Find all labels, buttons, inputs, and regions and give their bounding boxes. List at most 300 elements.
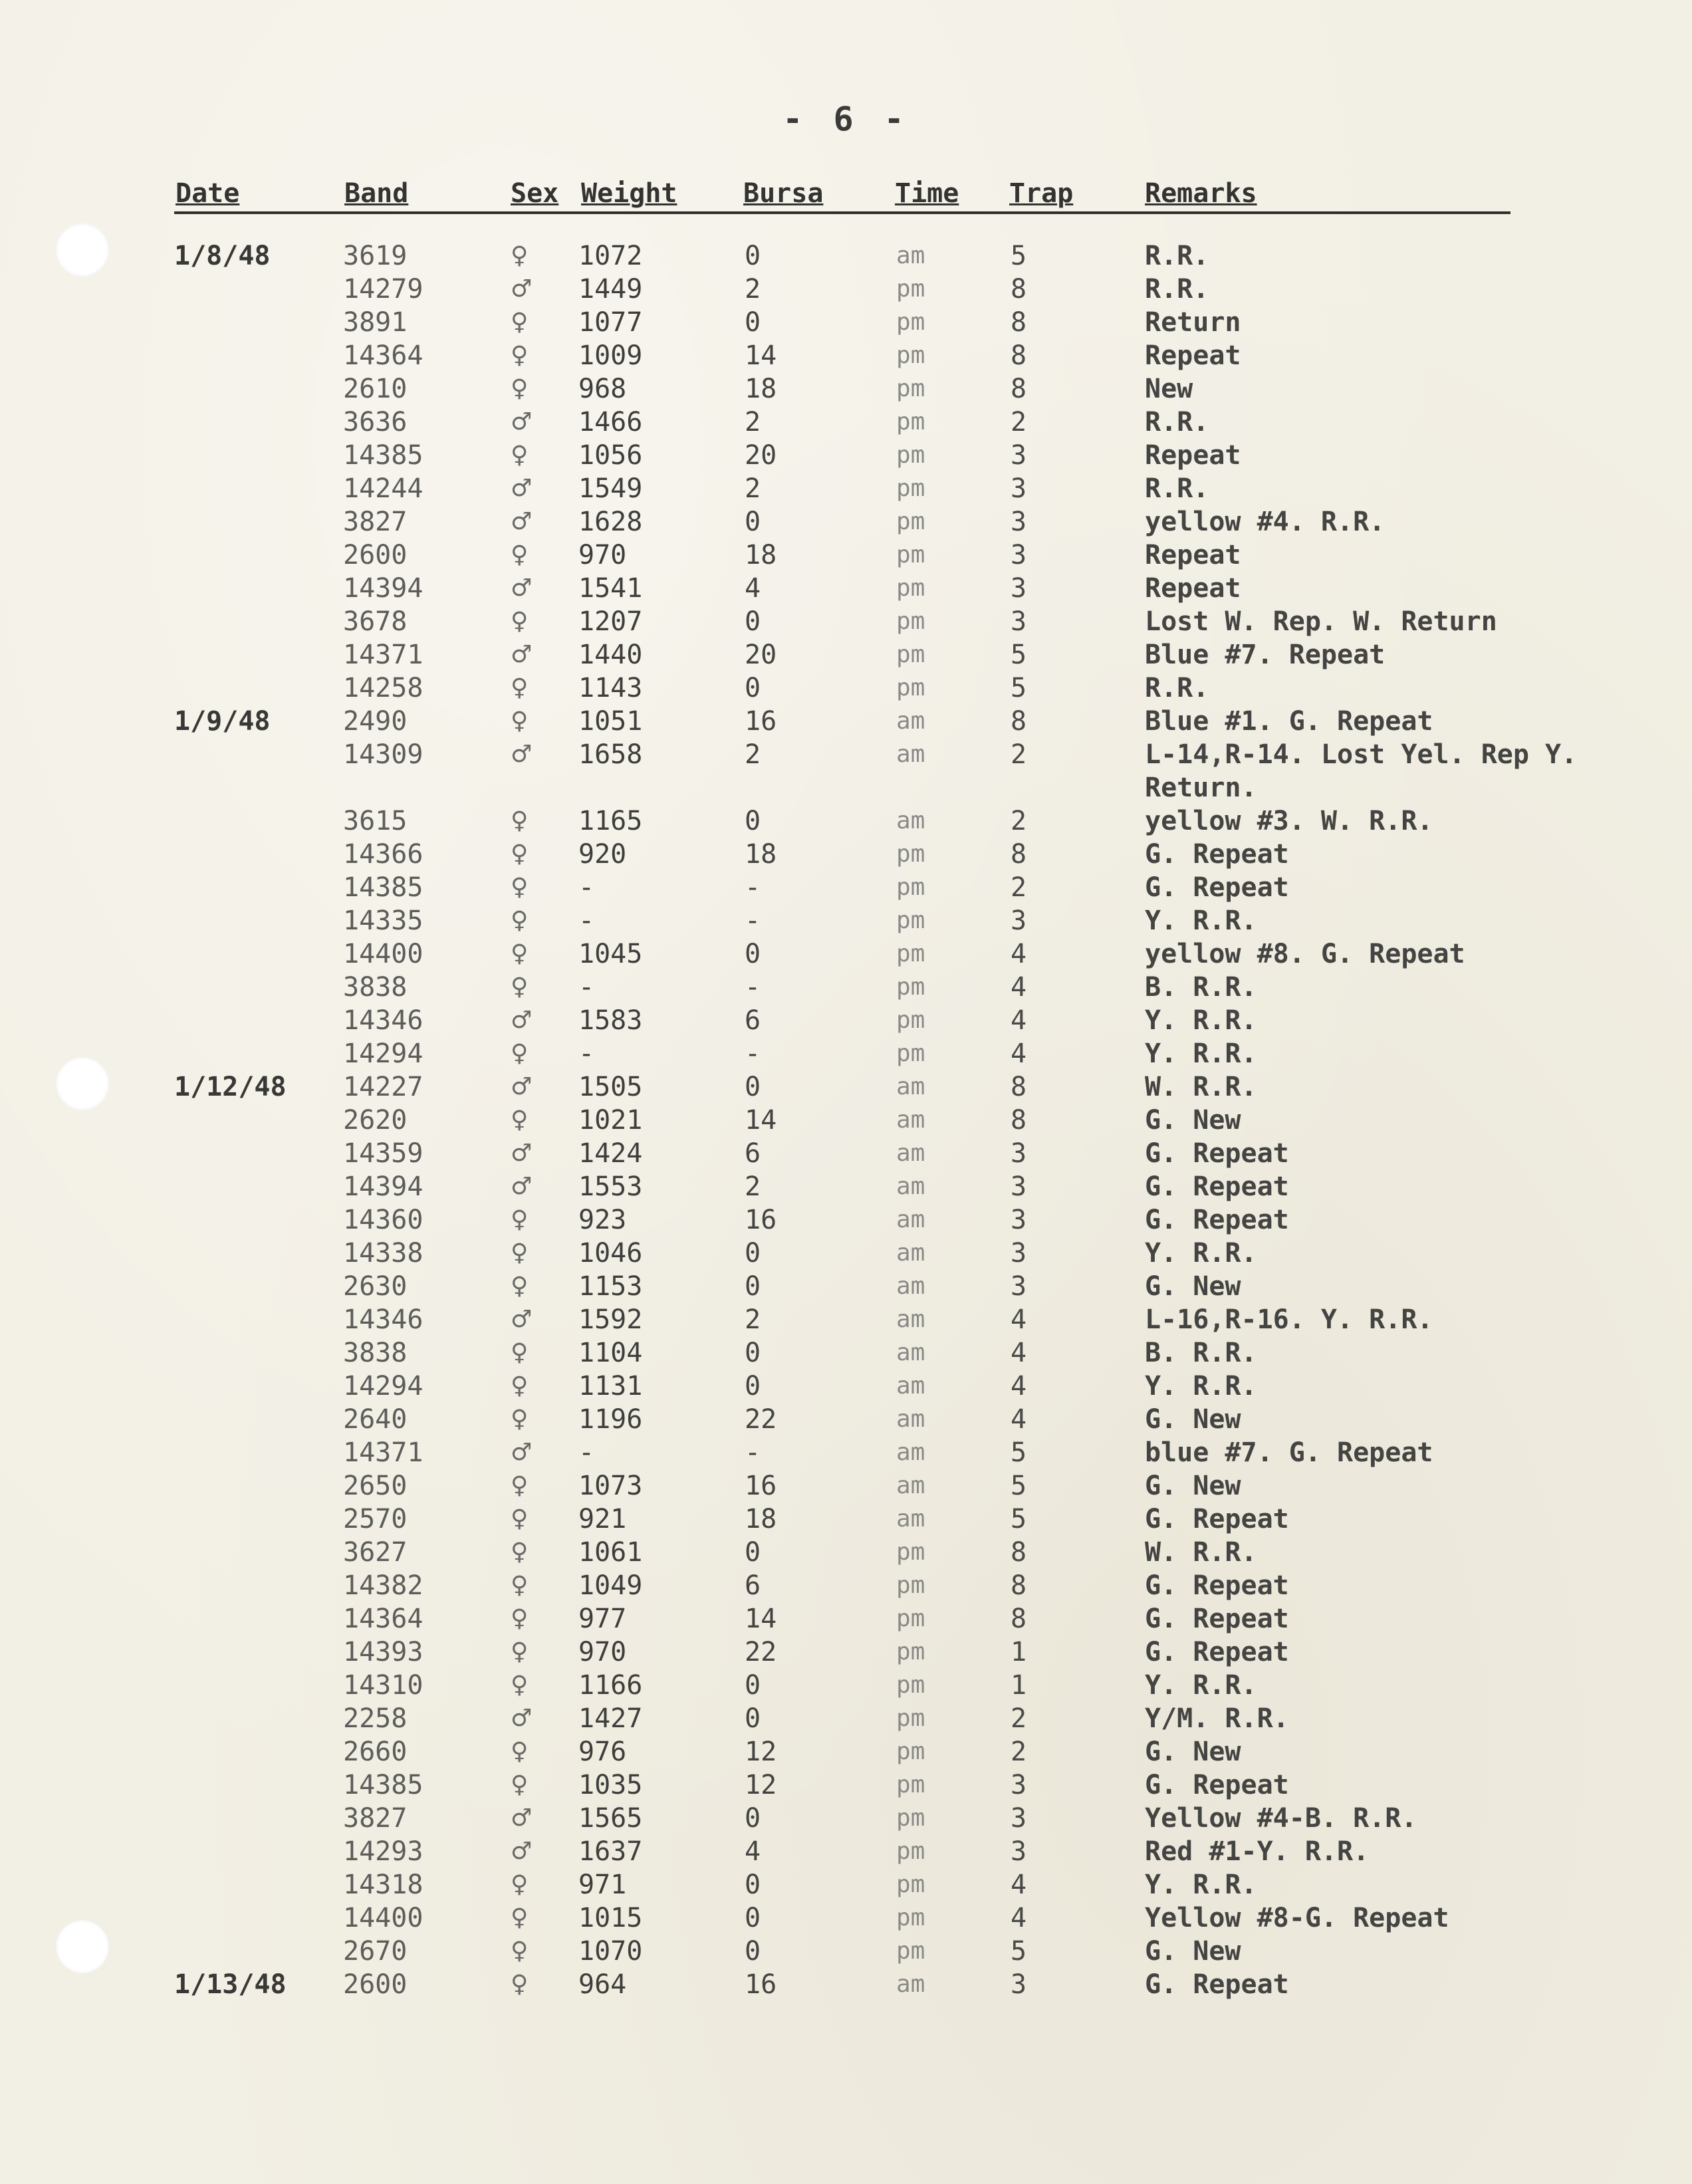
cell-bursa: 16 [745, 1471, 777, 1501]
cell-trap: 2 [1011, 1737, 1027, 1767]
table-row [174, 1137, 1570, 1170]
cell-trap: 5 [1011, 1437, 1027, 1468]
cell-band: 2630 [343, 1271, 408, 1302]
cell-remarks: Y. R.R. [1145, 906, 1257, 936]
cell-time: am [896, 741, 925, 768]
cell-band: 14364 [343, 1604, 423, 1634]
cell-bursa: 6 [745, 1138, 761, 1169]
cell-time: am [896, 1239, 925, 1267]
cell-weight: 1056 [578, 440, 643, 471]
table-row [174, 1935, 1570, 1968]
cell-time: pm [896, 674, 925, 701]
cell-trap: 1 [1011, 1637, 1027, 1667]
cell-weight: 1061 [578, 1537, 643, 1568]
cell-bursa: - [745, 872, 761, 903]
cell-time: pm [896, 308, 925, 336]
cell-time: pm [896, 1738, 925, 1765]
table-row [174, 1702, 1570, 1735]
header-bursa: Bursa [743, 178, 824, 209]
cell-remarks: Repeat [1145, 440, 1241, 471]
cell-bursa: - [745, 972, 761, 1003]
cell-bursa: 18 [745, 540, 777, 570]
cell-sex: ♀ [511, 907, 529, 934]
cell-time: pm [896, 1771, 925, 1798]
cell-remarks: W. R.R. [1145, 1537, 1257, 1568]
cell-sex: ♂ [511, 1073, 533, 1100]
cell-time: pm [896, 874, 925, 901]
table-row [174, 1636, 1570, 1669]
table-row [174, 1104, 1570, 1137]
cell-remarks: B. R.R. [1145, 972, 1257, 1003]
cell-weight: 1592 [578, 1304, 643, 1335]
cell-bursa: 6 [745, 1570, 761, 1601]
data-table-body [174, 239, 1578, 2001]
cell-time: pm [896, 441, 925, 469]
table-row [174, 1835, 1570, 1868]
cell-bursa: 0 [745, 1072, 761, 1102]
cell-trap: 8 [1011, 1072, 1027, 1102]
cell-weight: 1583 [578, 1005, 643, 1036]
cell-remarks: G. Repeat [1145, 1770, 1289, 1800]
cell-time: am [896, 1405, 925, 1433]
cell-remarks: G. New [1145, 1271, 1241, 1302]
cell-weight: 1072 [578, 241, 643, 271]
cell-bursa: 14 [745, 340, 777, 371]
cell-trap: 3 [1011, 606, 1027, 637]
cell-remarks: Blue #7. Repeat [1145, 640, 1386, 670]
table-row [174, 273, 1570, 306]
cell-band: 3838 [343, 1338, 408, 1368]
table-row [174, 372, 1570, 406]
cell-sex: ♀ [511, 242, 529, 269]
cell-time: am [896, 1505, 925, 1532]
cell-weight: 1449 [578, 274, 643, 304]
table-header [174, 178, 1511, 214]
cell-weight: 970 [578, 540, 627, 570]
cell-bursa: 2 [745, 407, 761, 437]
cell-trap: 3 [1011, 1138, 1027, 1169]
cell-remarks: Yellow #8-G. Repeat [1145, 1903, 1449, 1933]
cell-trap: 4 [1011, 939, 1027, 969]
cell-time: pm [896, 907, 925, 934]
table-row [174, 239, 1570, 273]
cell-trap: 5 [1011, 1504, 1027, 1534]
cell-time: pm [896, 1007, 925, 1034]
cell-bursa: 0 [745, 1903, 761, 1933]
cell-remarks: R.R. [1145, 407, 1209, 437]
cell-sex: ♂ [511, 1007, 533, 1034]
cell-time: pm [896, 574, 925, 602]
cell-band: 2620 [343, 1105, 408, 1136]
cell-trap: 8 [1011, 307, 1027, 338]
cell-time: pm [896, 1605, 925, 1632]
table-row [174, 705, 1570, 738]
cell-sex: ♀ [511, 1971, 529, 1998]
cell-band: 2660 [343, 1737, 408, 1767]
cell-bursa: 0 [745, 1537, 761, 1568]
cell-sex: ♀ [511, 1273, 529, 1300]
cell-remarks: R.R. [1145, 274, 1209, 304]
cell-remarks: Repeat [1145, 573, 1241, 604]
cell-weight: 1440 [578, 640, 643, 670]
cell-band: 14346 [343, 1005, 423, 1036]
cell-sex: ♂ [511, 641, 533, 668]
cell-remarks: R.R. [1145, 673, 1209, 703]
cell-band: 3619 [343, 241, 408, 271]
table-row [174, 1070, 1570, 1104]
cell-remarks: yellow #3. W. R.R. [1145, 806, 1433, 836]
cell-remarks: G. New [1145, 1471, 1241, 1501]
cell-sex: ♂ [511, 574, 533, 602]
cell-weight: - [578, 872, 595, 903]
cell-time: pm [896, 1538, 925, 1566]
cell-remarks: blue #7. G. Repeat [1145, 1437, 1433, 1468]
cell-band: 14227 [343, 1072, 423, 1102]
table-row [174, 1270, 1570, 1303]
cell-remarks: Y. R.R. [1145, 1005, 1257, 1036]
cell-weight: - [578, 972, 595, 1003]
cell-sex: ♀ [511, 1937, 529, 1965]
table-row [174, 971, 1570, 1004]
cell-bursa: 22 [745, 1404, 777, 1435]
cell-time: pm [896, 1804, 925, 1832]
table-row [174, 1669, 1570, 1702]
cell-remarks: Lost W. Rep. W. Return [1145, 606, 1497, 637]
cell-bursa: - [745, 1437, 761, 1468]
cell-weight: 1541 [578, 573, 643, 604]
table-row [174, 804, 1570, 838]
cell-weight: 1073 [578, 1471, 643, 1501]
table-row [174, 1602, 1570, 1636]
table-row [174, 904, 1570, 937]
cell-trap: 3 [1011, 440, 1027, 471]
cell-trap: 3 [1011, 906, 1027, 936]
cell-trap: 4 [1011, 1404, 1027, 1435]
cell-remarks: Yellow #4-B. R.R. [1145, 1803, 1417, 1834]
cell-bursa: 0 [745, 1338, 761, 1368]
cell-bursa: 0 [745, 606, 761, 637]
cell-band: 14385 [343, 872, 423, 903]
header-time: Time [895, 178, 959, 209]
cell-remarks: G. Repeat [1145, 1604, 1289, 1634]
cell-trap: 3 [1011, 1238, 1027, 1269]
cell-time: pm [896, 342, 925, 369]
table-row [174, 1203, 1570, 1237]
cell-bursa: 0 [745, 241, 761, 271]
cell-sex: ♀ [511, 375, 529, 402]
cell-weight: - [578, 1437, 595, 1468]
header-weight: Weight [581, 178, 677, 209]
cell-sex: ♂ [511, 508, 533, 535]
cell-band: 14400 [343, 939, 423, 969]
cell-trap: 3 [1011, 1770, 1027, 1800]
cell-date: 1/13/48 [174, 1969, 287, 2000]
cell-time: pm [896, 1904, 925, 1931]
cell-band: 14360 [343, 1205, 423, 1235]
cell-band: 14310 [343, 1670, 423, 1701]
cell-band: 14335 [343, 906, 423, 936]
cell-weight: 1021 [578, 1105, 643, 1136]
cell-weight: 1166 [578, 1670, 643, 1701]
header-trap: Trap [1009, 178, 1074, 209]
cell-time: am [896, 242, 925, 269]
cell-sex: ♀ [511, 1106, 529, 1134]
cell-time: am [896, 1140, 925, 1167]
cell-remarks: G. Repeat [1145, 839, 1289, 870]
cell-weight: 1427 [578, 1703, 643, 1734]
cell-time: am [896, 1306, 925, 1333]
cell-bursa: 18 [745, 839, 777, 870]
cell-weight: 1196 [578, 1404, 643, 1435]
cell-band: 14359 [343, 1138, 423, 1169]
cell-weight: 971 [578, 1870, 627, 1900]
cell-weight: 1051 [578, 706, 643, 737]
cell-band: 3678 [343, 606, 408, 637]
cell-trap: 4 [1011, 1038, 1027, 1069]
cell-time: pm [896, 475, 925, 502]
cell-time: am [896, 1339, 925, 1366]
cell-remarks: Red #1-Y. R.R. [1145, 1836, 1370, 1867]
cell-remarks: G. New [1145, 1737, 1241, 1767]
cell-trap: 3 [1011, 1803, 1027, 1834]
cell-sex: ♀ [511, 1671, 529, 1699]
cell-bursa: 0 [745, 507, 761, 537]
cell-band: 14385 [343, 1770, 423, 1800]
cell-band: 14364 [343, 340, 423, 371]
cell-trap: 4 [1011, 972, 1027, 1003]
cell-sex: ♀ [511, 940, 529, 967]
cell-trap: 3 [1011, 540, 1027, 570]
cell-bursa: - [745, 1038, 761, 1069]
cell-time: am [896, 807, 925, 834]
cell-time: am [896, 707, 925, 735]
table-row [174, 1336, 1570, 1370]
cell-bursa: 2 [745, 739, 761, 770]
cell-weight: 1549 [578, 473, 643, 504]
cell-sex: ♂ [511, 1838, 533, 1865]
cell-time: pm [896, 1871, 925, 1898]
cell-band: 14371 [343, 640, 423, 670]
table-row [174, 439, 1570, 472]
cell-time: pm [896, 1937, 925, 1965]
cell-sex: ♂ [511, 1173, 533, 1200]
cell-trap: 4 [1011, 1903, 1027, 1933]
cell-band: 2640 [343, 1404, 408, 1435]
cell-band: 2610 [343, 374, 408, 404]
cell-time: pm [896, 375, 925, 402]
cell-band: 2600 [343, 540, 408, 570]
table-row [174, 1469, 1570, 1503]
cell-trap: 5 [1011, 241, 1027, 271]
cell-sex: ♀ [511, 1605, 529, 1632]
cell-weight: - [578, 906, 595, 936]
cell-weight: 1505 [578, 1072, 643, 1102]
cell-remarks: Return [1145, 307, 1241, 338]
cell-time: am [896, 1106, 925, 1134]
cell-bursa: 20 [745, 640, 777, 670]
cell-sex: ♀ [511, 1904, 529, 1931]
cell-bursa: 4 [745, 1836, 761, 1867]
punch-hole-middle [56, 1057, 109, 1110]
cell-time: am [896, 1273, 925, 1300]
cell-bursa: 22 [745, 1637, 777, 1667]
header-band: Band [344, 178, 409, 209]
cell-bursa: 2 [745, 1171, 761, 1202]
table-row [174, 738, 1578, 804]
cell-remarks: G. Repeat [1145, 1969, 1289, 2000]
header-remarks: Remarks [1145, 178, 1257, 209]
cell-band: 14393 [343, 1637, 423, 1667]
cell-time: pm [896, 1705, 925, 1732]
cell-sex: ♂ [511, 1804, 533, 1832]
cell-remarks: Y. R.R. [1145, 1670, 1257, 1701]
cell-trap: 8 [1011, 706, 1027, 737]
cell-band: 2670 [343, 1936, 408, 1967]
cell-time: am [896, 1971, 925, 1998]
cell-trap: 4 [1011, 1304, 1027, 1335]
cell-trap: 5 [1011, 640, 1027, 670]
cell-sex: ♀ [511, 1239, 529, 1267]
cell-sex: ♀ [511, 1472, 529, 1499]
cell-weight: 1628 [578, 507, 643, 537]
cell-remarks: Y. R.R. [1145, 1038, 1257, 1069]
cell-remarks: B. R.R. [1145, 1338, 1257, 1368]
cell-weight: 1424 [578, 1138, 643, 1169]
cell-time: am [896, 1439, 925, 1466]
cell-weight: - [578, 1038, 595, 1069]
cell-band: 3827 [343, 507, 408, 537]
cell-remarks: R.R. [1145, 241, 1209, 271]
cell-band: 3636 [343, 407, 408, 437]
table-row [174, 1303, 1570, 1336]
cell-weight: 1153 [578, 1271, 643, 1302]
cell-weight: 1045 [578, 939, 643, 969]
cell-band: 3627 [343, 1537, 408, 1568]
cell-band: 14244 [343, 473, 423, 504]
cell-trap: 2 [1011, 739, 1027, 770]
cell-trap: 8 [1011, 1570, 1027, 1601]
table-row [174, 572, 1570, 605]
cell-sex: ♀ [511, 1638, 529, 1665]
cell-band: 14385 [343, 440, 423, 471]
cell-remarks: yellow #8. G. Repeat [1145, 939, 1465, 969]
cell-band: 14309 [343, 739, 423, 770]
cell-band: 14293 [343, 1836, 423, 1867]
cell-weight: 923 [578, 1205, 627, 1235]
cell-weight: 1104 [578, 1338, 643, 1368]
table-row [174, 472, 1570, 505]
cell-remarks: L-14,R-14. Lost Yel. Rep Y. Return. [1145, 739, 1578, 803]
cell-sex: ♀ [511, 840, 529, 868]
cell-weight: 1637 [578, 1836, 643, 1867]
cell-weight: 1131 [578, 1371, 643, 1401]
cell-date: 1/12/48 [174, 1072, 287, 1102]
cell-remarks: G. Repeat [1145, 1138, 1289, 1169]
cell-sex: ♀ [511, 1538, 529, 1566]
cell-remarks: New [1145, 374, 1193, 404]
cell-weight: 1046 [578, 1238, 643, 1269]
cell-bursa: 0 [745, 1670, 761, 1701]
table-row [174, 937, 1570, 971]
cell-bursa: 16 [745, 1969, 777, 2000]
cell-date: 1/9/48 [174, 706, 271, 737]
cell-sex: ♀ [511, 973, 529, 1001]
cell-bursa: 18 [745, 374, 777, 404]
cell-band: 2600 [343, 1969, 408, 2000]
cell-sex: ♀ [511, 342, 529, 369]
cell-time: am [896, 1372, 925, 1399]
cell-time: pm [896, 840, 925, 868]
cell-sex: ♀ [511, 807, 529, 834]
cell-sex: ♀ [511, 441, 529, 469]
cell-trap: 3 [1011, 1969, 1027, 2000]
cell-bursa: 0 [745, 1936, 761, 1967]
table-row [174, 638, 1570, 671]
cell-sex: ♀ [511, 608, 529, 635]
table-row [174, 1403, 1570, 1436]
table-row [174, 1503, 1570, 1536]
cell-bursa: 2 [745, 1304, 761, 1335]
cell-band: 14382 [343, 1570, 423, 1601]
cell-trap: 3 [1011, 473, 1027, 504]
cell-sex: ♀ [511, 1505, 529, 1532]
cell-trap: 4 [1011, 1870, 1027, 1900]
cell-band: 14400 [343, 1903, 423, 1933]
cell-sex: ♂ [511, 275, 533, 303]
cell-time: pm [896, 541, 925, 568]
cell-trap: 8 [1011, 340, 1027, 371]
cell-bursa: 0 [745, 1870, 761, 1900]
cell-remarks: L-16,R-16. Y. R.R. [1145, 1304, 1433, 1335]
table-row [174, 1868, 1570, 1901]
cell-band: 14394 [343, 573, 423, 604]
cell-time: pm [896, 641, 925, 668]
table-row [174, 1170, 1570, 1203]
cell-bursa: 12 [745, 1737, 777, 1767]
cell-sex: ♀ [511, 707, 529, 735]
punch-hole-bottom [56, 1920, 109, 1973]
table-row [174, 1037, 1570, 1070]
table-row [174, 871, 1570, 904]
cell-sex: ♀ [511, 1040, 529, 1067]
cell-band: 14346 [343, 1304, 423, 1335]
cell-bursa: 20 [745, 440, 777, 471]
cell-bursa: 6 [745, 1005, 761, 1036]
cell-date: 1/8/48 [174, 241, 271, 271]
cell-sex: ♀ [511, 1372, 529, 1399]
cell-band: 14294 [343, 1038, 423, 1069]
cell-remarks: G. Repeat [1145, 872, 1289, 903]
table-row [174, 671, 1570, 705]
table-row [174, 1436, 1570, 1469]
cell-band: 14338 [343, 1238, 423, 1269]
cell-weight: 1035 [578, 1770, 643, 1800]
cell-sex: ♀ [511, 308, 529, 336]
cell-trap: 2 [1011, 1703, 1027, 1734]
cell-trap: 3 [1011, 507, 1027, 537]
cell-trap: 8 [1011, 1537, 1027, 1568]
table-row [174, 1237, 1570, 1270]
cell-band: 3838 [343, 972, 408, 1003]
cell-bursa: 18 [745, 1504, 777, 1534]
cell-time: pm [896, 1638, 925, 1665]
cell-time: pm [896, 1671, 925, 1699]
cell-sex: ♂ [511, 1705, 533, 1732]
cell-band: 14318 [343, 1870, 423, 1900]
cell-remarks: G. Repeat [1145, 1570, 1289, 1601]
cell-time: am [896, 1206, 925, 1233]
cell-trap: 3 [1011, 1205, 1027, 1235]
